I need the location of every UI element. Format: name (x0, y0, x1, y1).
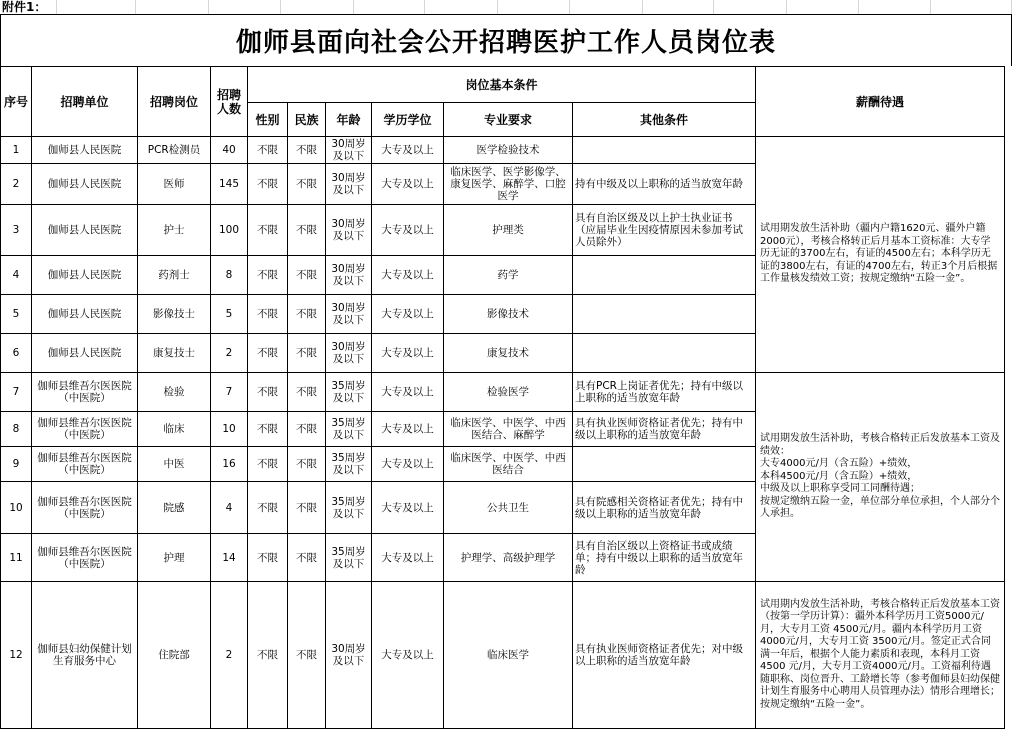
unit-cell: 伽师县维吾尔医医院（中医院） (32, 534, 138, 582)
age-cell: 30周岁及以下 (326, 334, 372, 373)
age-cell: 30周岁及以下 (326, 137, 372, 164)
post-cell: 住院部 (138, 582, 211, 729)
ethnicity-cell: 不限 (288, 534, 326, 582)
unit-cell: 伽师县人民医院 (32, 256, 138, 295)
major-cell: 临床医学、中医学、中西医结合、麻醉学 (444, 412, 573, 447)
table-row (1, 137, 1005, 164)
ethnicity-cell: 不限 (288, 295, 326, 334)
major-cell: 医学检验技术 (444, 137, 573, 164)
count-cell: 14 (211, 534, 248, 582)
header-age: 年龄 (326, 103, 372, 137)
gender-cell: 不限 (248, 205, 288, 256)
education-cell: 大专及以上 (372, 447, 444, 482)
seq-cell: 3 (1, 205, 32, 256)
ethnicity-cell: 不限 (288, 205, 326, 256)
other-conditions-cell: 具有PCR上岗证者优先；持有中级以上职称的适当放宽年龄 (573, 373, 756, 412)
count-cell: 40 (211, 137, 248, 164)
count-cell: 8 (211, 256, 248, 295)
education-cell: 大专及以上 (372, 205, 444, 256)
other-conditions-cell: 具有执业医师资格证者优先；持有中级以上职称的适当放宽年龄 (573, 412, 756, 447)
gender-cell: 不限 (248, 447, 288, 482)
unit-cell: 伽师县人民医院 (32, 164, 138, 205)
age-cell: 30周岁及以下 (326, 205, 372, 256)
seq-cell: 12 (1, 582, 32, 729)
major-cell: 药学 (444, 256, 573, 295)
count-cell: 10 (211, 412, 248, 447)
gender-cell: 不限 (248, 334, 288, 373)
seq-cell: 5 (1, 295, 32, 334)
header-post: 招聘岗位 (138, 67, 211, 137)
post-cell: 护士 (138, 205, 211, 256)
count-cell: 4 (211, 482, 248, 534)
gender-cell: 不限 (248, 164, 288, 205)
education-cell: 大专及以上 (372, 412, 444, 447)
education-cell: 大专及以上 (372, 164, 444, 205)
other-conditions-cell: 具有自治区级以上资格证书或成绩单；持有中级以上职称的适当放宽年龄 (573, 534, 756, 582)
post-cell: 护理 (138, 534, 211, 582)
post-cell: 院感 (138, 482, 211, 534)
gender-cell: 不限 (248, 582, 288, 729)
other-conditions-cell (573, 447, 756, 482)
other-conditions-cell (573, 334, 756, 373)
table-row (1, 582, 1005, 729)
unit-cell: 伽师县维吾尔医医院（中医院） (32, 373, 138, 412)
unit-cell: 伽师县维吾尔医医院（中医院） (32, 412, 138, 447)
seq-cell: 11 (1, 534, 32, 582)
recruitment-table (0, 66, 1005, 729)
age-cell: 35周岁及以下 (326, 412, 372, 447)
count-cell: 5 (211, 295, 248, 334)
gender-cell: 不限 (248, 482, 288, 534)
header-education: 学历学位 (372, 103, 444, 137)
education-cell: 大专及以上 (372, 482, 444, 534)
post-cell: 影像技士 (138, 295, 211, 334)
count-cell: 2 (211, 582, 248, 729)
gender-cell: 不限 (248, 534, 288, 582)
major-cell: 临床医学、中医学、中西医结合 (444, 447, 573, 482)
page-title: 伽师县面向社会公开招聘医护工作人员岗位表 (0, 14, 1012, 66)
ethnicity-cell: 不限 (288, 334, 326, 373)
age-cell: 35周岁及以下 (326, 447, 372, 482)
major-cell: 检验医学 (444, 373, 573, 412)
gender-cell: 不限 (248, 256, 288, 295)
unit-cell: 伽师县妇幼保健计划生育服务中心 (32, 582, 138, 729)
seq-cell: 8 (1, 412, 32, 447)
major-cell: 公共卫生 (444, 482, 573, 534)
header-basic-conditions: 岗位基本条件 (248, 67, 756, 103)
seq-cell: 4 (1, 256, 32, 295)
ethnicity-cell: 不限 (288, 137, 326, 164)
post-cell: PCR检测员 (138, 137, 211, 164)
other-conditions-cell (573, 295, 756, 334)
count-cell: 16 (211, 447, 248, 482)
post-cell: 药剂士 (138, 256, 211, 295)
header-unit: 招聘单位 (32, 67, 138, 137)
seq-cell: 6 (1, 334, 32, 373)
education-cell: 大专及以上 (372, 582, 444, 729)
age-cell: 30周岁及以下 (326, 256, 372, 295)
education-cell: 大专及以上 (372, 256, 444, 295)
other-conditions-cell: 具有院感相关资格证者优先；持有中级以上职称的适当放宽年龄 (573, 482, 756, 534)
education-cell: 大专及以上 (372, 334, 444, 373)
unit-cell: 伽师县人民医院 (32, 295, 138, 334)
ethnicity-cell: 不限 (288, 482, 326, 534)
education-cell: 大专及以上 (372, 137, 444, 164)
major-cell: 护理类 (444, 205, 573, 256)
count-cell: 2 (211, 334, 248, 373)
salary-cell: 试用期内发放生活补助，考核合格转正后发放基本工资（按第一学历计算）：疆外本科学历月工资5000元/月，大专月工资 4500元/月。疆内本科学历月工资 4000元/月，大专月工资 3500元/月。签定正式合同满一年后，根据个人能力素质和表现，本科月工资 4500 元/月，大专月工资4000元/月。工资福利待遇随职称、岗位晋升、工龄增长等（参考伽师县妇幼保健计划生育服务中心聘用人员管理办法）情形合理增长；按规定缴纳“五险一金”。 (756, 582, 1005, 729)
major-cell: 护理学、高级护理学 (444, 534, 573, 582)
header-seq: 序号 (1, 67, 32, 137)
header-other: 其他条件 (573, 103, 756, 137)
unit-cell: 伽师县人民医院 (32, 137, 138, 164)
unit-cell: 伽师县人民医院 (32, 205, 138, 256)
header-ethnicity: 民族 (288, 103, 326, 137)
major-cell: 康复技术 (444, 334, 573, 373)
gender-cell: 不限 (248, 295, 288, 334)
spreadsheet-top-row (0, 0, 1012, 14)
age-cell: 35周岁及以下 (326, 373, 372, 412)
gender-cell: 不限 (248, 137, 288, 164)
attachment-label: 附件1： (2, 0, 47, 14)
ethnicity-cell: 不限 (288, 164, 326, 205)
post-cell: 康复技士 (138, 334, 211, 373)
ethnicity-cell: 不限 (288, 373, 326, 412)
major-cell: 影像技术 (444, 295, 573, 334)
ethnicity-cell: 不限 (288, 582, 326, 729)
header-count: 招聘人数 (211, 67, 248, 137)
other-conditions-cell: 具有执业医师资格证者优先；对中级以上职称的适当放宽年龄 (573, 582, 756, 729)
other-conditions-cell (573, 256, 756, 295)
count-cell: 145 (211, 164, 248, 205)
post-cell: 中医 (138, 447, 211, 482)
other-conditions-cell: 持有中级及以上职称的适当放宽年龄 (573, 164, 756, 205)
seq-cell: 1 (1, 137, 32, 164)
gender-cell: 不限 (248, 412, 288, 447)
gender-cell: 不限 (248, 373, 288, 412)
count-cell: 7 (211, 373, 248, 412)
age-cell: 30周岁及以下 (326, 295, 372, 334)
post-cell: 检验 (138, 373, 211, 412)
age-cell: 30周岁及以下 (326, 582, 372, 729)
other-conditions-cell (573, 137, 756, 164)
count-cell: 100 (211, 205, 248, 256)
header-salary: 薪酬待遇 (756, 67, 1005, 137)
ethnicity-cell: 不限 (288, 412, 326, 447)
age-cell: 30周岁及以下 (326, 164, 372, 205)
unit-cell: 伽师县维吾尔医医院（中医院） (32, 482, 138, 534)
post-cell: 临床 (138, 412, 211, 447)
unit-cell: 伽师县人民医院 (32, 334, 138, 373)
seq-cell: 7 (1, 373, 32, 412)
education-cell: 大专及以上 (372, 373, 444, 412)
age-cell: 35周岁及以下 (326, 482, 372, 534)
ethnicity-cell: 不限 (288, 447, 326, 482)
post-cell: 医师 (138, 164, 211, 205)
table-row (1, 373, 1005, 412)
other-conditions-cell: 具有自治区级及以上护士执业证书（应届毕业生因疫情原因未参加考试人员除外） (573, 205, 756, 256)
seq-cell: 2 (1, 164, 32, 205)
salary-cell: 试用期发放生活补助，考核合格转正后发放基本工资及绩效： 大专4000元/月（含五险）+绩效， 本科4500元/月（含五险）+绩效， 中级及以上职称享受同工同酬待遇； 按规定缴纳五险一金，单位部分单位承担，个人部分个人承担。 (756, 373, 1005, 582)
major-cell: 临床医学、医学影像学、康复医学、麻醉学、口腔医学 (444, 164, 573, 205)
education-cell: 大专及以上 (372, 295, 444, 334)
ethnicity-cell: 不限 (288, 256, 326, 295)
header-gender: 性别 (248, 103, 288, 137)
header-major: 专业要求 (444, 103, 573, 137)
salary-cell: 试用期发放生活补助（疆内户籍1620元、疆外户籍2000元），考核合格转正后月基本工资标准：大专学历无证的3700左右，有证的4500左右；本科学历无证的3800左右，有证的4700左右，转正3个月后根据工作量核发绩效工资；按规定缴纳“五险一金”。 (756, 137, 1005, 373)
seq-cell: 9 (1, 447, 32, 482)
seq-cell: 10 (1, 482, 32, 534)
major-cell: 临床医学 (444, 582, 573, 729)
education-cell: 大专及以上 (372, 534, 444, 582)
age-cell: 35周岁及以下 (326, 534, 372, 582)
unit-cell: 伽师县维吾尔医医院（中医院） (32, 447, 138, 482)
